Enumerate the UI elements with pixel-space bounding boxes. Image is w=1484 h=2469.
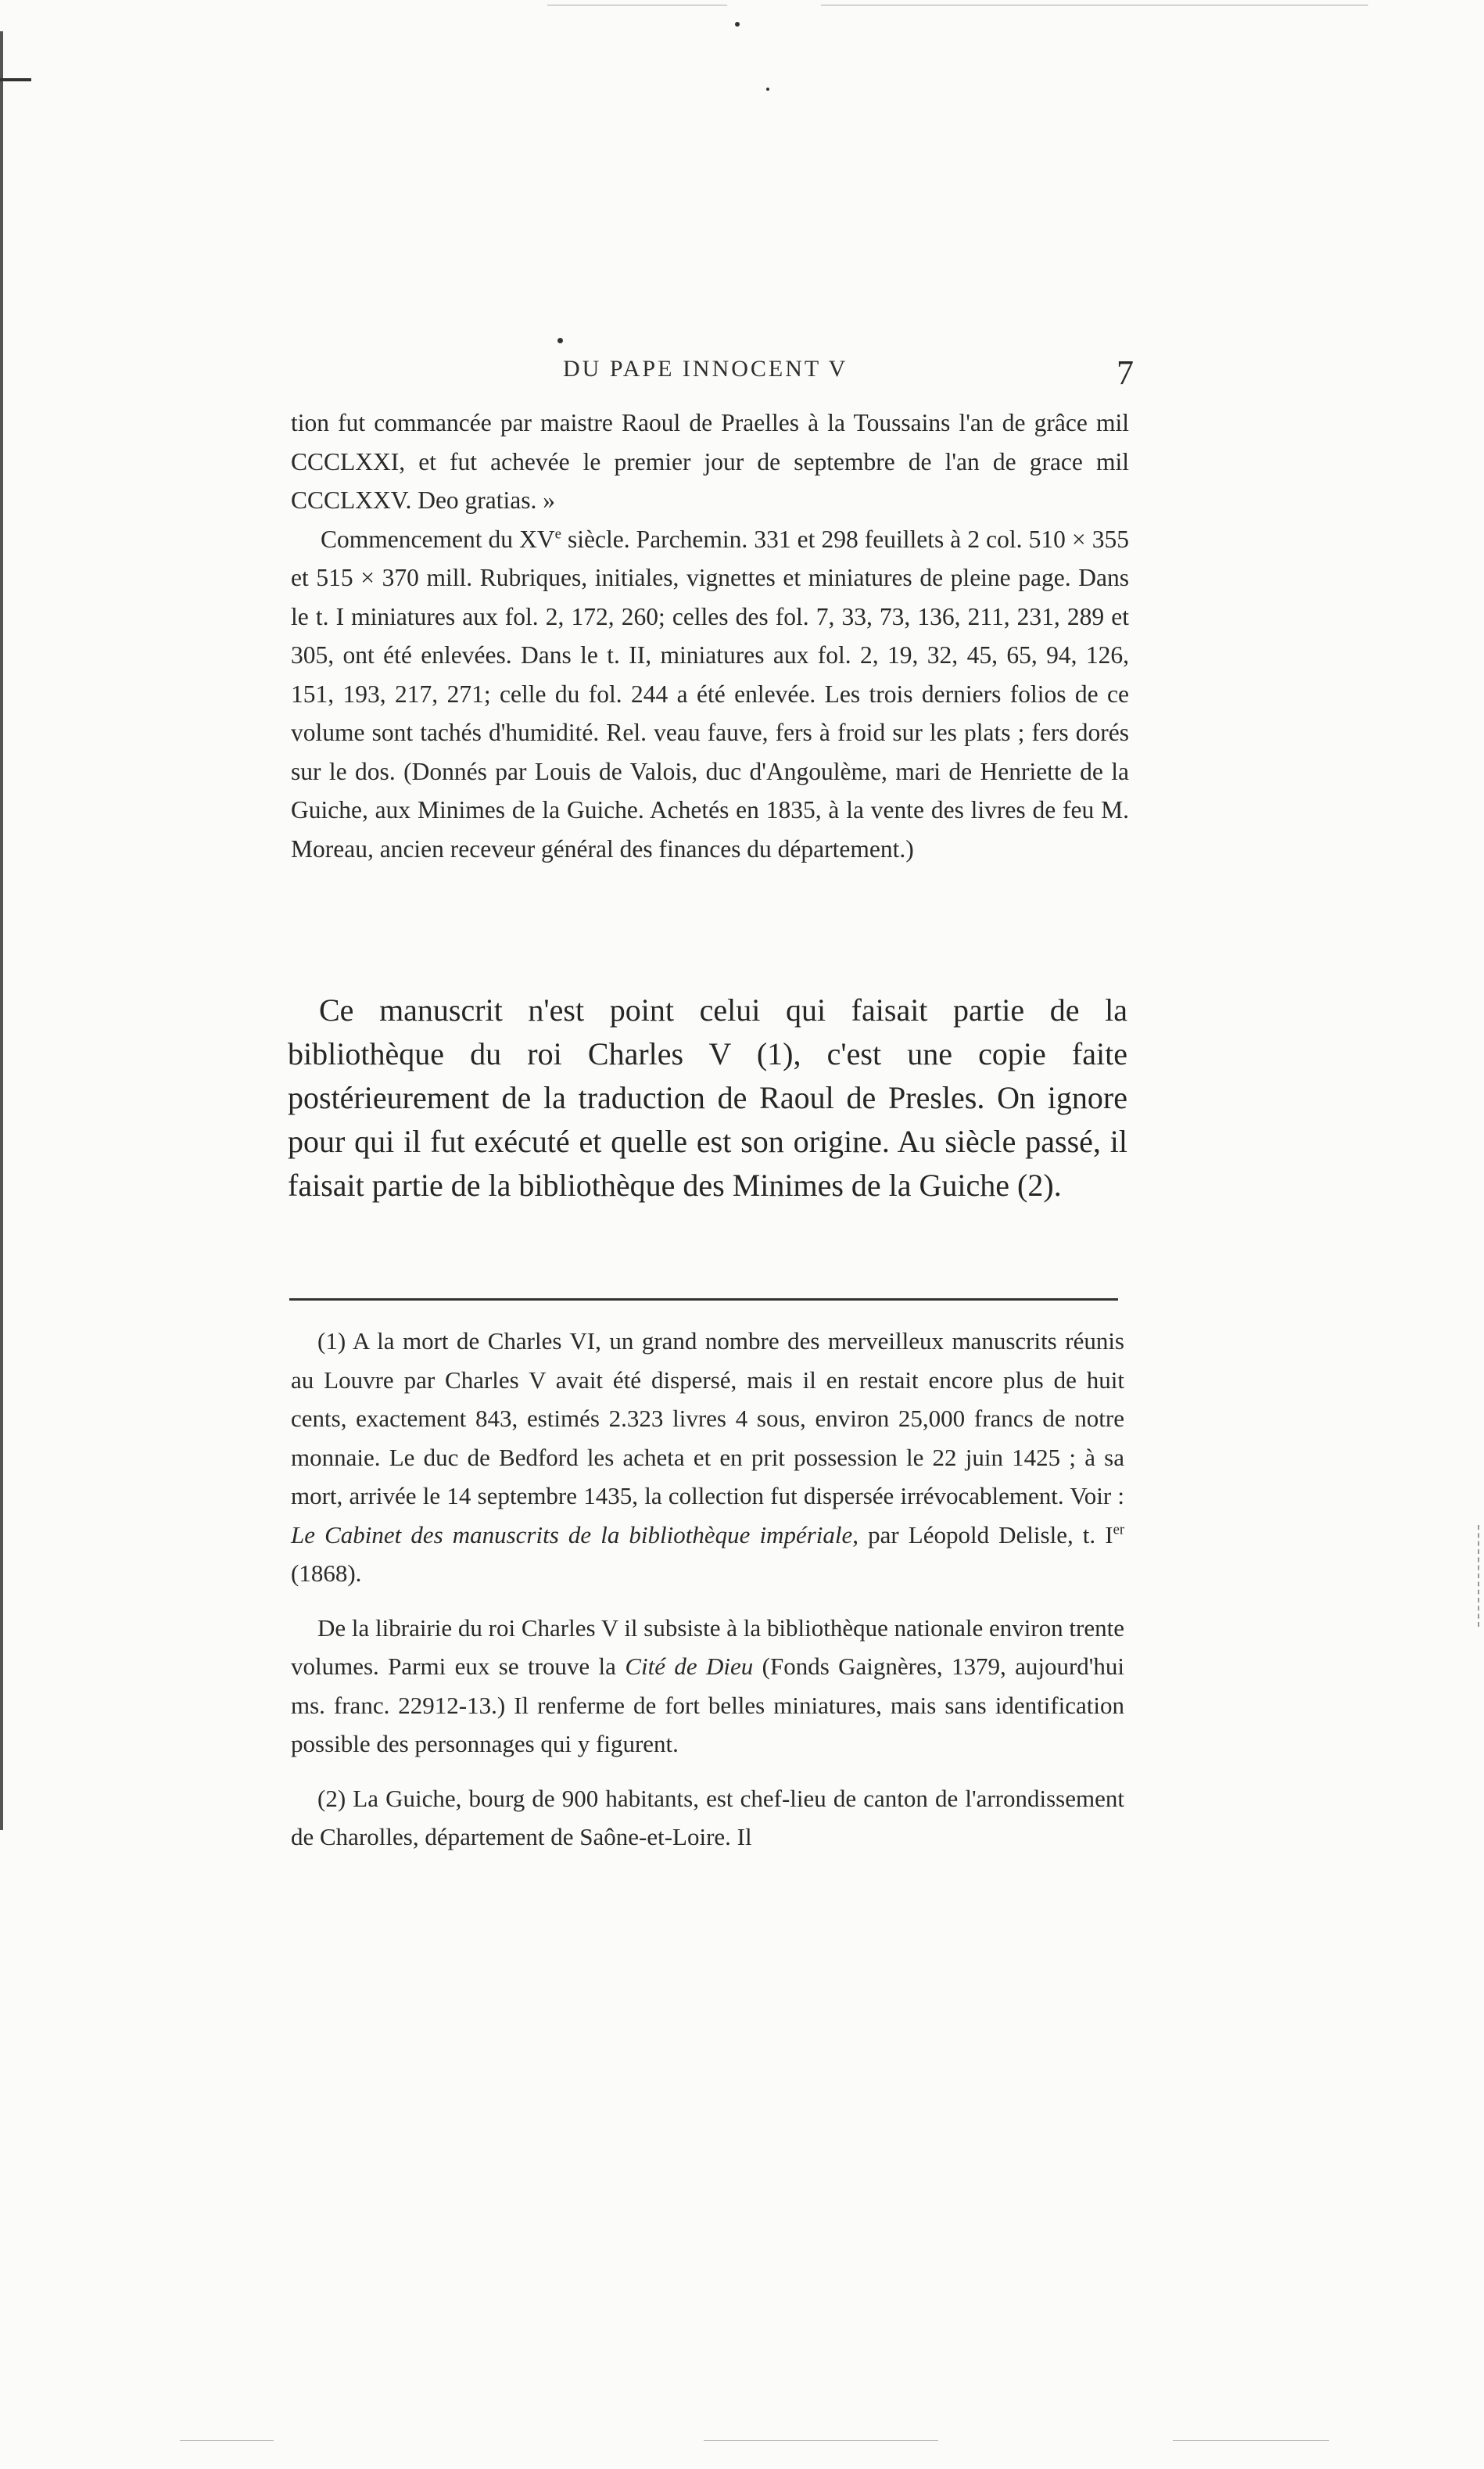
description-paragraph: Commencement du XVe siècle. Parchemin. 331 et 298 feuillets à 2 col. 510 × 355 et 515 × 370 mill. Rubriques, initiales, vignettes et miniatures de pleine page. Dans le t. I miniatures aux fol. 2, 172, 260; celles des fol. 7, 33, 73, 136, 211, 231, 289 et 305, ont été enlevées. Dans le t. II, miniatures aux fol. 2, 19, 32, 45, 65, 94, 126, 151, 193, 217, 271; celle du fol. 244 a été enlevée. Les trois derniers folios de ce volume sont tachés d'humidité. Rel. veau fauve, fers à froid sur les plats ; fers dorés sur le dos. (Donnés par Louis de Valois, duc d'Angoulème, mari de Henriette de la Guiche, aux Minimes de la Guiche. Achetés en 1835, à la vente des livres de feu M. Moreau, ancien receveur général des finances du département.) — [291, 525, 1129, 863]
manuscript-description — [291, 404, 1129, 868]
running-head-title: DU PAPE INNOCENT V — [563, 356, 848, 382]
scan-line — [1173, 2440, 1329, 2441]
description-paragraph: tion fut commancée par maistre Raoul de Praelles à la Toussains l'an de grâce mil CCCLXXI, et fut achevée le premier jour de septembre de l'an de grace mil CCCLXXV. Deo gratias. » — [291, 409, 1129, 514]
page-number: 7 — [1117, 353, 1134, 392]
footnote-2: (2) La Guiche, bourg de 900 habitants, est chef-lieu de canton de l'arrondissement de Charolles, département de Saône-et-Loire. Il — [291, 1784, 1124, 1850]
footnote-1-continuation: De la librairie du roi Charles V il subsiste à la bibliothèque nationale environ trente volumes. Parmi eux se trouve la Cité de Dieu (Fonds Gaignères, 1379, aujourd'hui ms. franc. 22912-13.) Il renferme de fort belles miniatures, mais sans identification possible des personnages qui y figurent. — [291, 1613, 1124, 1757]
footnotes — [291, 1322, 1124, 1872]
scan-edge-tick — [0, 78, 31, 81]
running-head — [289, 348, 1134, 395]
scan-edge-mark — [0, 31, 3, 1830]
footnote-separator — [289, 1298, 1118, 1301]
scan-line — [704, 2440, 938, 2441]
scan-dot — [766, 88, 769, 91]
scan-dot — [557, 338, 563, 343]
body-paragraph: Ce manuscrit n'est point celui qui faisait partie de la bibliothèque du roi Charles V (1), c'est une copie faite postérieurement de la traduction de Raoul de Presles. On ignore pour qui il fut exécuté et quelle est son origine. Au siècle passé, il faisait partie de la bibliothèque des Minimes de la Guiche (2). — [288, 992, 1127, 1203]
scan-dot — [735, 22, 740, 27]
footnote-1: (1) A la mort de Charles VI, un grand nombre des merveilleux manuscrits réunis au Louvre par Charles V avait été dispersé, mais il en restait encore plus de huit cents, exactement 843, estimés 2.323 livres 4 sous, environ 25,000 francs de notre monnaie. Le duc de Bedford les acheta et en prit possession le 22 juin 1425 ; à sa mort, arrivée le 14 septembre 1435, la collection fut dispersée irrévocablement. Voir : Le Cabinet des manuscrits de la bibliothèque impériale, par Léopold Delisle, t. Ier (1868). — [291, 1327, 1125, 1587]
scan-edge-mark — [1478, 1525, 1482, 1627]
scan-line — [180, 2440, 274, 2441]
